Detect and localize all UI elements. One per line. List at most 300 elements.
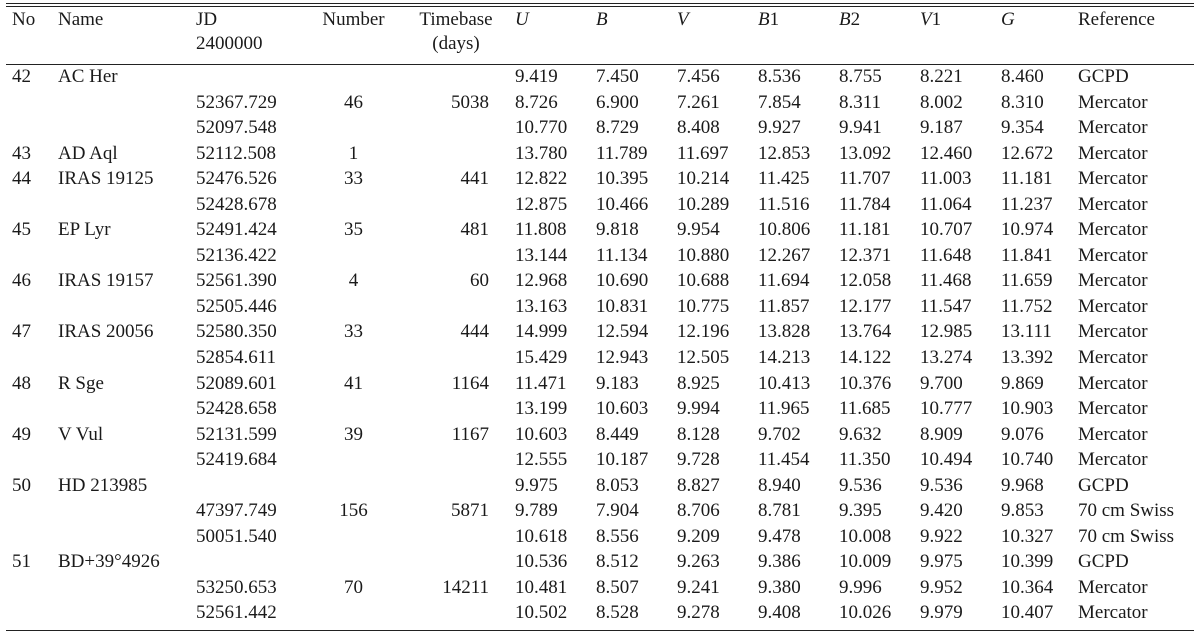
cell-ref: Mercator — [1078, 449, 1148, 471]
table-row — [6, 498, 1194, 524]
cell-b: 8.556 — [596, 525, 639, 547]
table-row — [6, 575, 1194, 601]
table-header — [6, 8, 1194, 64]
header-b1-letter: B — [758, 9, 770, 30]
cell-number: 156 — [339, 500, 368, 522]
table-row — [6, 141, 1194, 167]
cell-u: 12.555 — [515, 449, 568, 471]
cell-b1: 8.536 — [758, 66, 801, 87]
cell-jd: 52367.729 — [196, 91, 277, 113]
cell-jd: 52428.678 — [196, 193, 277, 215]
cell-jd: 52136.422 — [196, 244, 277, 266]
header-timebase-line2: (days) — [432, 33, 480, 54]
cell-name — [58, 600, 196, 626]
cell-b: 8.449 — [596, 423, 639, 445]
table-row — [6, 64, 1194, 90]
cell-u: 9.789 — [515, 500, 558, 522]
table-row — [6, 90, 1194, 116]
cell-timebase — [401, 396, 511, 422]
cell-number: 1 — [348, 142, 359, 164]
bottom-rule — [6, 630, 1194, 631]
cell-u: 13.780 — [515, 142, 568, 164]
cell-b: 10.831 — [596, 295, 649, 317]
top-rule-1 — [6, 3, 1194, 4]
cell-g: 13.392 — [1001, 347, 1054, 369]
cell-v1: 12.460 — [920, 142, 973, 164]
cell-v: 9.209 — [677, 525, 720, 547]
cell-jd — [196, 549, 306, 575]
cell-name: IRAS 19125 — [58, 168, 154, 190]
cell-u: 15.429 — [515, 347, 568, 369]
cell-b: 8.053 — [596, 474, 639, 496]
cell-jd: 52419.684 — [196, 449, 277, 471]
cell-b2: 14.122 — [839, 347, 892, 369]
photometry-table — [6, 8, 1194, 626]
header-name: Name — [58, 9, 104, 30]
cell-v: 8.827 — [677, 474, 720, 496]
cell-b2: 12.371 — [839, 244, 892, 266]
cell-ref: Mercator — [1078, 219, 1148, 241]
cell-no: 48 — [12, 372, 31, 394]
table-row — [6, 473, 1194, 499]
cell-g: 9.869 — [1001, 372, 1044, 394]
table-row — [6, 345, 1194, 371]
cell-jd: 52089.601 — [196, 372, 277, 394]
cell-g: 11.752 — [1001, 295, 1053, 317]
cell-number: 70 — [344, 576, 363, 598]
cell-name: IRAS 20056 — [58, 321, 154, 343]
table-row — [6, 422, 1194, 448]
cell-ref: Mercator — [1078, 321, 1148, 343]
cell-jd: 52491.424 — [196, 219, 277, 241]
table-row — [6, 217, 1194, 243]
cell-timebase — [401, 294, 511, 320]
cell-b2: 11.707 — [839, 168, 891, 190]
cell-jd: 52428.658 — [196, 398, 277, 420]
cell-v1: 9.420 — [920, 500, 963, 522]
cell-v1: 9.979 — [920, 602, 963, 624]
header-no: No — [12, 9, 36, 30]
cell-timebase: 5871 — [451, 500, 489, 522]
cell-no — [6, 498, 58, 524]
cell-b: 9.818 — [596, 219, 639, 241]
cell-b1: 9.380 — [758, 576, 801, 598]
header-reference: Reference — [1078, 9, 1155, 30]
cell-number — [306, 600, 401, 626]
cell-b2: 9.395 — [839, 500, 882, 522]
cell-jd: 52561.442 — [196, 602, 277, 624]
cell-name — [58, 396, 196, 422]
cell-number: 33 — [344, 321, 363, 343]
cell-no — [6, 524, 58, 550]
cell-no — [6, 294, 58, 320]
cell-no: 46 — [12, 270, 31, 292]
cell-number — [306, 473, 401, 499]
cell-b2: 13.764 — [839, 321, 892, 343]
cell-v1: 9.975 — [920, 551, 963, 573]
cell-b2: 9.941 — [839, 117, 882, 139]
cell-ref: Mercator — [1078, 423, 1148, 445]
cell-timebase — [401, 600, 511, 626]
cell-v1: 11.648 — [920, 244, 972, 266]
table-row — [6, 166, 1194, 192]
cell-u: 13.199 — [515, 398, 568, 420]
cell-name — [58, 345, 196, 371]
cell-number — [306, 243, 401, 269]
table-row — [6, 319, 1194, 345]
cell-no — [6, 115, 58, 141]
cell-b: 9.183 — [596, 372, 639, 394]
cell-b: 10.187 — [596, 449, 649, 471]
cell-no: 49 — [12, 423, 31, 445]
cell-ref: Mercator — [1078, 91, 1148, 113]
cell-v1: 11.064 — [920, 193, 972, 215]
cell-name — [58, 575, 196, 601]
cell-timebase — [401, 192, 511, 218]
cell-b: 11.789 — [596, 142, 648, 164]
header-jd-line2: 2400000 — [196, 33, 263, 54]
cell-ref: Mercator — [1078, 295, 1148, 317]
header-v1-letter: V — [920, 9, 932, 30]
cell-jd: 52580.350 — [196, 321, 277, 343]
cell-no — [6, 600, 58, 626]
cell-g: 12.672 — [1001, 142, 1054, 164]
cell-g: 10.327 — [1001, 525, 1054, 547]
cell-g: 10.399 — [1001, 551, 1054, 573]
header-jd — [196, 8, 306, 64]
cell-no: 47 — [12, 321, 31, 343]
cell-number — [306, 192, 401, 218]
cell-number: 41 — [344, 372, 363, 394]
table-body — [6, 64, 1194, 626]
cell-g: 9.076 — [1001, 423, 1044, 445]
cell-jd: 52476.526 — [196, 168, 277, 190]
cell-no — [6, 243, 58, 269]
cell-u: 10.618 — [515, 525, 568, 547]
cell-v1: 11.547 — [920, 295, 972, 317]
cell-v: 10.775 — [677, 295, 730, 317]
cell-number — [306, 345, 401, 371]
cell-timebase: 441 — [460, 168, 489, 190]
cell-name: IRAS 19157 — [58, 270, 154, 292]
cell-no — [6, 345, 58, 371]
cell-v1: 9.922 — [920, 525, 963, 547]
cell-number: 4 — [348, 270, 359, 292]
cell-b2: 12.058 — [839, 270, 892, 292]
cell-name: R Sge — [58, 372, 104, 394]
cell-name — [58, 90, 196, 116]
cell-b2: 10.376 — [839, 372, 892, 394]
cell-g: 11.659 — [1001, 270, 1053, 292]
cell-number — [306, 524, 401, 550]
cell-jd: 52854.611 — [196, 347, 277, 369]
cell-u: 12.875 — [515, 193, 568, 215]
cell-u: 11.808 — [515, 219, 567, 241]
cell-u: 9.975 — [515, 474, 558, 496]
header-b2 — [835, 8, 916, 64]
cell-b: 11.134 — [596, 244, 648, 266]
cell-jd: 52131.599 — [196, 423, 277, 445]
cell-g: 9.354 — [1001, 117, 1044, 139]
cell-b1: 13.828 — [758, 321, 811, 343]
header-jd-line1: JD — [196, 9, 218, 30]
cell-v1: 10.494 — [920, 449, 973, 471]
cell-jd — [196, 473, 306, 499]
cell-ref: 70 cm Swiss — [1078, 500, 1175, 522]
cell-v: 12.505 — [677, 347, 730, 369]
cell-timebase: 1167 — [451, 423, 489, 445]
cell-v1: 8.909 — [920, 423, 963, 445]
cell-b1: 11.516 — [758, 193, 810, 215]
cell-name: V Vul — [58, 423, 104, 445]
cell-no: 43 — [12, 142, 31, 164]
cell-g: 10.407 — [1001, 602, 1054, 624]
cell-number: 35 — [344, 219, 363, 241]
cell-b1: 11.694 — [758, 270, 810, 292]
cell-v1: 9.536 — [920, 474, 963, 496]
cell-ref: Mercator — [1078, 398, 1148, 420]
cell-u: 10.481 — [515, 576, 568, 598]
cell-u: 10.603 — [515, 423, 568, 445]
cell-b2: 11.350 — [839, 449, 891, 471]
cell-b2: 11.685 — [839, 398, 891, 420]
cell-u: 14.999 — [515, 321, 568, 343]
cell-jd: 52112.508 — [196, 142, 277, 164]
header-b2-sub: 2 — [850, 9, 861, 30]
cell-v: 9.278 — [677, 602, 720, 624]
cell-u: 12.822 — [515, 168, 568, 190]
cell-v1: 11.468 — [920, 270, 972, 292]
cell-ref: GCPD — [1078, 66, 1129, 87]
cell-v1: 9.952 — [920, 576, 963, 598]
cell-ref: GCPD — [1078, 551, 1129, 573]
cell-b: 10.466 — [596, 193, 649, 215]
cell-number — [306, 447, 401, 473]
cell-ref: 70 cm Swiss — [1078, 525, 1175, 547]
cell-jd: 47397.749 — [196, 500, 277, 522]
cell-v1: 13.274 — [920, 347, 973, 369]
cell-b2: 10.008 — [839, 525, 892, 547]
cell-v: 10.289 — [677, 193, 730, 215]
cell-v: 7.456 — [677, 66, 720, 87]
cell-u: 13.144 — [515, 244, 568, 266]
header-timebase — [401, 8, 511, 64]
table-row — [6, 192, 1194, 218]
cell-b1: 9.408 — [758, 602, 801, 624]
cell-g: 10.740 — [1001, 449, 1054, 471]
cell-g: 13.111 — [1001, 321, 1052, 343]
cell-ref: Mercator — [1078, 576, 1148, 598]
cell-name: AC Her — [58, 66, 118, 87]
header-b1 — [754, 8, 835, 64]
cell-b2: 9.536 — [839, 474, 882, 496]
top-rule-2 — [6, 6, 1194, 7]
cell-b: 10.690 — [596, 270, 649, 292]
cell-name — [58, 498, 196, 524]
cell-b: 12.594 — [596, 321, 649, 343]
cell-b1: 9.702 — [758, 423, 801, 445]
header-number: Number — [322, 9, 385, 30]
cell-g: 8.460 — [1001, 66, 1044, 87]
table-row — [6, 396, 1194, 422]
cell-ref: Mercator — [1078, 347, 1148, 369]
cell-v: 10.214 — [677, 168, 730, 190]
cell-g: 10.903 — [1001, 398, 1054, 420]
cell-u: 12.968 — [515, 270, 568, 292]
cell-u: 8.726 — [515, 91, 558, 113]
cell-timebase: 60 — [470, 270, 489, 292]
cell-name: HD 213985 — [58, 474, 148, 496]
cell-no — [6, 447, 58, 473]
header-b2-letter: B — [839, 9, 851, 30]
cell-v: 8.128 — [677, 423, 720, 445]
cell-b1: 11.857 — [758, 295, 810, 317]
cell-v: 12.196 — [677, 321, 730, 343]
cell-timebase — [401, 345, 511, 371]
cell-v1: 10.707 — [920, 219, 973, 241]
cell-g: 11.841 — [1001, 244, 1053, 266]
cell-number — [306, 396, 401, 422]
cell-v1: 8.221 — [920, 66, 963, 87]
table-row — [6, 294, 1194, 320]
cell-v: 10.688 — [677, 270, 730, 292]
cell-timebase — [401, 447, 511, 473]
cell-number: 33 — [344, 168, 363, 190]
cell-u: 13.163 — [515, 295, 568, 317]
cell-ref: Mercator — [1078, 602, 1148, 624]
cell-no: 44 — [12, 168, 31, 190]
table-row — [6, 447, 1194, 473]
cell-g: 11.181 — [1001, 168, 1053, 190]
cell-number — [306, 294, 401, 320]
cell-b1: 9.478 — [758, 525, 801, 547]
table-row — [6, 600, 1194, 626]
cell-ref: Mercator — [1078, 168, 1148, 190]
cell-v: 10.880 — [677, 244, 730, 266]
cell-jd: 53250.653 — [196, 576, 277, 598]
header-b: B — [596, 9, 608, 30]
cell-g: 10.974 — [1001, 219, 1054, 241]
cell-b1: 9.386 — [758, 551, 801, 573]
cell-v1: 9.700 — [920, 372, 963, 394]
cell-timebase: 444 — [460, 321, 489, 343]
cell-v1: 11.003 — [920, 168, 972, 190]
cell-v: 11.697 — [677, 142, 729, 164]
cell-b1: 10.806 — [758, 219, 811, 241]
cell-g: 10.364 — [1001, 576, 1054, 598]
cell-b: 7.904 — [596, 500, 639, 522]
cell-no — [6, 575, 58, 601]
header-u: U — [515, 9, 529, 30]
cell-b2: 10.026 — [839, 602, 892, 624]
cell-v1: 9.187 — [920, 117, 963, 139]
table-row — [6, 243, 1194, 269]
cell-name: AD Aql — [58, 142, 118, 164]
cell-jd: 52561.390 — [196, 270, 277, 292]
cell-b2: 12.177 — [839, 295, 892, 317]
cell-u: 10.502 — [515, 602, 568, 624]
cell-name — [58, 192, 196, 218]
cell-timebase — [401, 141, 511, 167]
cell-jd: 50051.540 — [196, 525, 277, 547]
cell-v: 8.706 — [677, 500, 720, 522]
cell-timebase: 5038 — [451, 91, 489, 113]
cell-b2: 11.784 — [839, 193, 891, 215]
cell-g: 8.310 — [1001, 91, 1044, 113]
cell-b1: 11.425 — [758, 168, 810, 190]
cell-v: 8.408 — [677, 117, 720, 139]
cell-number — [306, 115, 401, 141]
cell-b2: 11.181 — [839, 219, 891, 241]
header-v1-sub: 1 — [931, 9, 942, 30]
header-v1 — [916, 8, 997, 64]
cell-b2: 9.996 — [839, 576, 882, 598]
cell-b1: 11.454 — [758, 449, 810, 471]
cell-timebase — [401, 64, 511, 90]
cell-b1: 9.927 — [758, 117, 801, 139]
table-row — [6, 549, 1194, 575]
cell-b1: 11.965 — [758, 398, 810, 420]
cell-u: 10.536 — [515, 551, 568, 573]
cell-name — [58, 294, 196, 320]
cell-jd: 52097.548 — [196, 117, 277, 139]
cell-v: 8.925 — [677, 372, 720, 394]
cell-ref: Mercator — [1078, 270, 1148, 292]
cell-b: 10.395 — [596, 168, 649, 190]
cell-timebase: 1164 — [451, 372, 489, 394]
cell-number — [306, 64, 401, 90]
cell-number: 39 — [344, 423, 363, 445]
cell-no: 51 — [12, 551, 31, 573]
cell-no: 50 — [12, 474, 31, 496]
cell-name: BD+39°4926 — [58, 551, 160, 573]
cell-g: 9.853 — [1001, 500, 1044, 522]
cell-b1: 12.267 — [758, 244, 811, 266]
cell-name — [58, 243, 196, 269]
cell-b: 6.900 — [596, 91, 639, 113]
cell-b2: 13.092 — [839, 142, 892, 164]
table-row — [6, 371, 1194, 397]
cell-b2: 8.755 — [839, 66, 882, 87]
cell-g: 9.968 — [1001, 474, 1044, 496]
cell-b: 8.512 — [596, 551, 639, 573]
cell-b1: 7.854 — [758, 91, 801, 113]
cell-ref: GCPD — [1078, 474, 1129, 496]
cell-timebase — [401, 115, 511, 141]
cell-b1: 8.781 — [758, 500, 801, 522]
cell-timebase — [401, 549, 511, 575]
header-v: V — [677, 9, 689, 30]
cell-v: 9.241 — [677, 576, 720, 598]
cell-b2: 8.311 — [839, 91, 882, 113]
cell-jd — [196, 64, 306, 90]
cell-ref: Mercator — [1078, 372, 1148, 394]
cell-v1: 10.777 — [920, 398, 973, 420]
cell-v: 7.261 — [677, 91, 720, 113]
cell-b: 7.450 — [596, 66, 639, 87]
table-row — [6, 268, 1194, 294]
cell-timebase — [401, 243, 511, 269]
cell-no — [6, 192, 58, 218]
cell-b1: 10.413 — [758, 372, 811, 394]
cell-no: 42 — [12, 66, 31, 87]
cell-v1: 12.985 — [920, 321, 973, 343]
cell-b2: 9.632 — [839, 423, 882, 445]
cell-u: 9.419 — [515, 66, 558, 87]
cell-timebase: 14211 — [442, 576, 489, 598]
cell-v: 9.728 — [677, 449, 720, 471]
cell-name — [58, 447, 196, 473]
